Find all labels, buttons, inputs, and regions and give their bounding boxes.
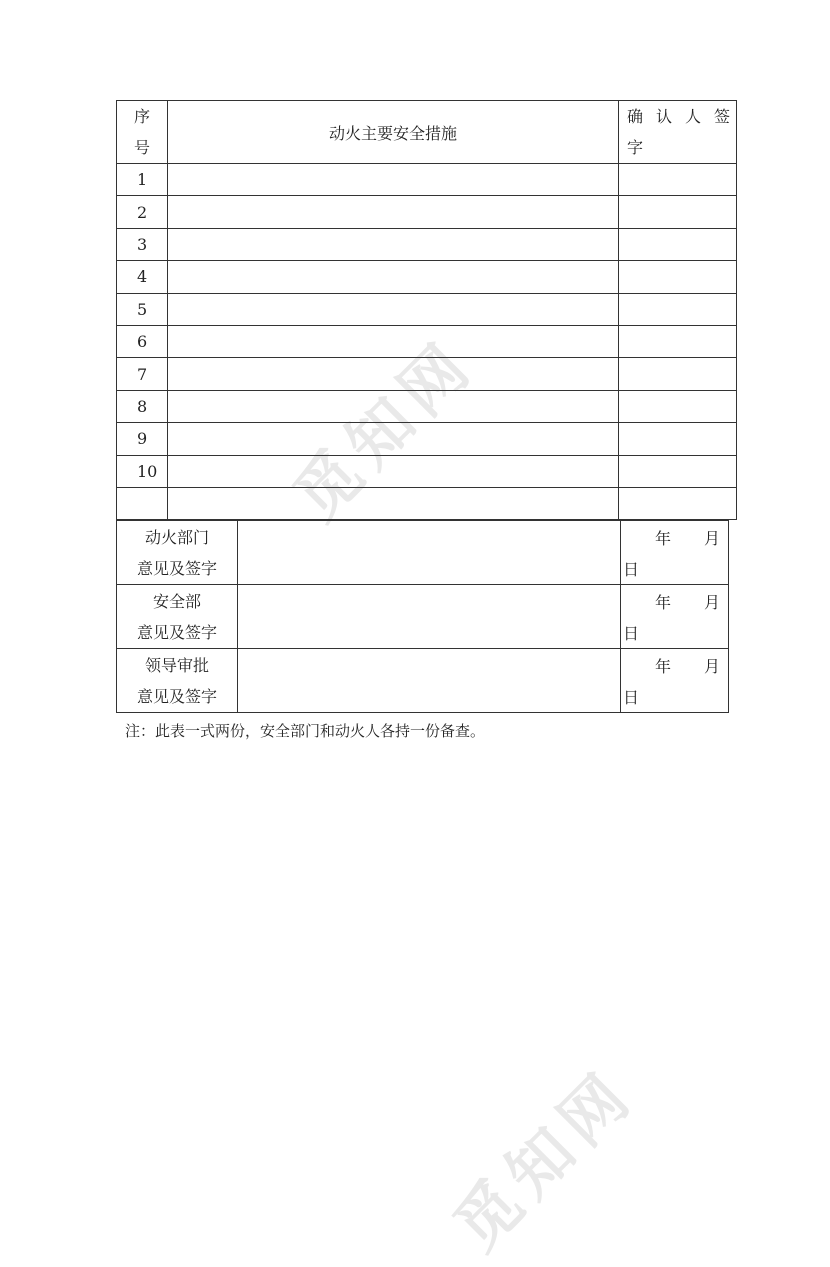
row-index xyxy=(117,487,168,519)
measure-cell[interactable] xyxy=(168,228,619,260)
table-row xyxy=(117,358,737,390)
table-row xyxy=(117,228,737,260)
table-row xyxy=(117,164,737,196)
date-day-label: 日 xyxy=(623,624,640,643)
date-year-label: 年 xyxy=(655,657,672,676)
sign-cell[interactable] xyxy=(619,293,737,325)
measure-cell[interactable] xyxy=(168,358,619,390)
approval-row xyxy=(117,585,729,649)
date-day-label: 日 xyxy=(623,560,640,579)
table-row xyxy=(117,390,737,422)
table-row xyxy=(117,325,737,357)
measure-cell[interactable] xyxy=(168,455,619,487)
approval-label-line1: 安全部 xyxy=(152,591,201,611)
row-index: 2 xyxy=(117,196,168,228)
measure-cell[interactable] xyxy=(168,196,619,228)
sign-cell[interactable] xyxy=(619,358,737,390)
measure-cell[interactable] xyxy=(168,487,619,519)
approval-opinion-cell[interactable] xyxy=(238,585,621,649)
header-num-char2: 号 xyxy=(133,138,150,157)
sign-cell[interactable] xyxy=(619,423,737,455)
footnote: 注：此表一式两份，安全部门和动火人各持一份备查。 xyxy=(125,722,486,740)
sign-cell[interactable] xyxy=(619,228,737,260)
approval-label xyxy=(117,521,238,585)
approval-label-line2: 意见及签字 xyxy=(136,622,217,642)
header-num xyxy=(117,101,168,164)
approval-row xyxy=(117,649,729,713)
sign-cell[interactable] xyxy=(619,390,737,422)
approval-label-line2: 意见及签字 xyxy=(136,558,217,578)
safety-measures-table xyxy=(116,100,737,520)
approval-date-cell[interactable] xyxy=(621,649,729,713)
table-row xyxy=(117,293,737,325)
row-index: 8 xyxy=(117,390,168,422)
header-num-char1: 序 xyxy=(133,107,150,126)
table-row xyxy=(117,261,737,293)
row-index: 9 xyxy=(117,423,168,455)
approval-label-line1: 领导审批 xyxy=(144,655,209,675)
row-index: 4 xyxy=(117,261,168,293)
measure-cell[interactable] xyxy=(168,293,619,325)
measure-cell[interactable] xyxy=(168,423,619,455)
approval-date-cell[interactable] xyxy=(621,521,729,585)
header-measure: 动火主要安全措施 xyxy=(168,101,619,164)
sign-cell[interactable] xyxy=(619,164,737,196)
table-header-row xyxy=(117,101,737,164)
table-row xyxy=(117,455,737,487)
approval-label-line1: 动火部门 xyxy=(144,527,209,547)
measure-cell[interactable] xyxy=(168,325,619,357)
row-index: 7 xyxy=(117,358,168,390)
approval-row xyxy=(117,521,729,585)
row-index: 1 xyxy=(117,164,168,196)
approval-label xyxy=(117,585,238,649)
row-index: 10 xyxy=(117,455,168,487)
watermark: 觅知网 xyxy=(439,1054,650,1265)
table-row xyxy=(117,196,737,228)
date-year-label: 年 xyxy=(655,529,672,548)
approval-date-cell[interactable] xyxy=(621,585,729,649)
date-month-label: 月 xyxy=(703,529,720,548)
sign-cell[interactable] xyxy=(619,261,737,293)
measure-cell[interactable] xyxy=(168,164,619,196)
approval-table xyxy=(116,520,729,713)
sign-cell[interactable] xyxy=(619,487,737,519)
sign-cell[interactable] xyxy=(619,455,737,487)
date-month-label: 月 xyxy=(703,657,720,676)
measure-cell[interactable] xyxy=(168,390,619,422)
approval-opinion-cell[interactable] xyxy=(238,649,621,713)
measure-cell[interactable] xyxy=(168,261,619,293)
approval-label xyxy=(117,649,238,713)
sign-cell[interactable] xyxy=(619,196,737,228)
date-month-label: 月 xyxy=(703,593,720,612)
row-index: 5 xyxy=(117,293,168,325)
date-day-label: 日 xyxy=(623,688,640,707)
row-index: 6 xyxy=(117,325,168,357)
header-sign: 确认人签字 xyxy=(619,101,737,164)
date-year-label: 年 xyxy=(655,593,672,612)
row-index: 3 xyxy=(117,228,168,260)
approval-opinion-cell[interactable] xyxy=(238,521,621,585)
approval-label-line2: 意见及签字 xyxy=(136,686,217,706)
sign-cell[interactable] xyxy=(619,325,737,357)
table-row xyxy=(117,487,737,519)
table-row xyxy=(117,423,737,455)
watermark: 觅知网 xyxy=(279,324,490,535)
